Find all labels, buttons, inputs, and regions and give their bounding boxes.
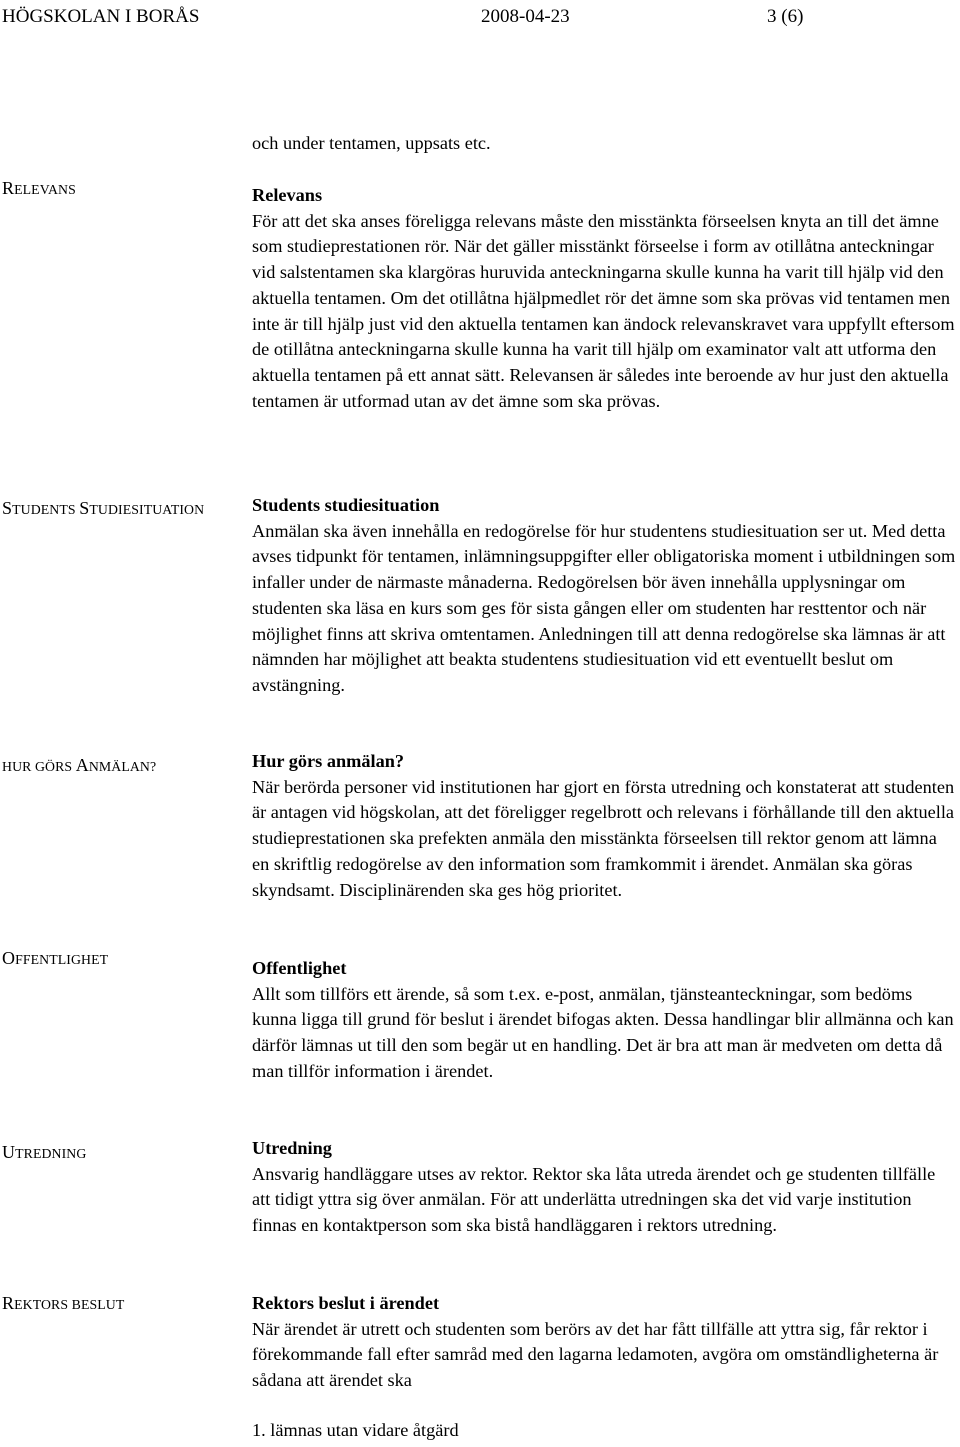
- margin-label-relevans: RELEVANS: [2, 178, 76, 198]
- section-offentlighet: [252, 956, 958, 1085]
- section-relevans: [252, 183, 958, 414]
- section-utredning: [252, 1136, 958, 1239]
- section-title: Rektors beslut i ärendet: [252, 1293, 440, 1313]
- section-body: När ärendet är utrett och studenten som berörs av det har fått tillfälle att yttra sig, får rektor i förekommande fall efter samråd med den lagarna ledamoten, avgöra om omständligheterna är sådana att ärendet ska: [252, 1318, 939, 1391]
- section-hur-gors-anmalan: [252, 749, 958, 903]
- section-body: Ansvarig handläggare utses av rektor. Rektor ska låta utreda ärendet och ge studenten tillfälle att tidigt yttra sig över anmälan. För att underlätta utredningen ska det vid varje institution finnas en kontaktperson som ska bistå handläggaren i rektors utredning.: [252, 1163, 936, 1236]
- list-item: 1. lämnas utan vidare åtgärd: [252, 1420, 459, 1440]
- page-number: 3 (6): [767, 6, 804, 27]
- document-date: 2008-04-23: [481, 6, 570, 27]
- section-body: Allt som tillförs ett ärende, så som t.ex. e-post, anmälan, tjänsteanteckningar, som bedöms kunna ligga till grund för beslut i ärendet bifogas akten. Dessa handlingar blir allmänna och kan därför lämnas ut till den som begär ut en handling. Det är bra att man är medveten om detta då man tillför information i ärendet.: [252, 983, 954, 1081]
- intro-line: och under tentamen, uppsats etc.: [252, 133, 491, 153]
- section-body: När berörda personer vid institutionen har gjort en första utredning och konstaterat att studenten är antagen vid högskolan, att det föreligger regelbrott och relevans i förhållande till den aktuella studieprestationen ska prefekten anmäla den misstänkta förseelsen till rektor genom att lämna en skriftlig redogörelse av den information som framkommit i ärendet. Anmälan ska göras skyndsamt. Disciplinärenden ska ges hög prioritet.: [252, 776, 955, 900]
- section-title: Relevans: [252, 185, 323, 205]
- section-title: Utredning: [252, 1138, 332, 1158]
- section-body: Anmälan ska även innehålla en redogörelse för hur studentens studiesituation ser ut. Med detta avses tidpunkt för tentamen, inlämningsuppgifter eller obligatoriska moment i utbildningen som infaller under de närmaste månaderna. Redogörelsen bör även innehålla upplysningar om studenten ska läsa en kurs som ges för sista gången eller om studenten har resttentor och när möjlighet finns att skriva omtentamen. Anledningen till att denna redogörelse ska lämnas är att nämnden har möjlighet att beakta studentens studiesituation vid ett eventuellt beslut om avstängning.: [252, 520, 956, 695]
- page-header: [2, 6, 942, 30]
- section-students-studiesituation: [252, 493, 958, 699]
- section-rektors-beslut: [252, 1291, 958, 1394]
- margin-label-utredning: UTREDNING: [2, 1142, 87, 1162]
- institution-name: HÖGSKOLAN I BORÅS: [2, 6, 200, 27]
- section-title: Offentlighet: [252, 958, 347, 978]
- section-body: För att det ska anses föreligga relevans måste den misstänkta förseelsen knyta an till det ämne som studieprestationen rör. När det gäller misstänkt förseelse i form av otillåtna anteckningar vid salstentamen ska klargöras huruvida anteckningarna skulle kunna ha varit till hjälp vid den aktuella tentamen. Om det otillåtna hjälpmedlet rör det ämne som ska prövas vid tentamen men inte är till hjälp just vid den aktuella tentamen kan ändock relevanskravet vara uppfyllt eftersom de otillåtna anteckningarna skulle kunna ha varit till hjälp om examinator valt att utforma den aktuella tentamen på ett annat sätt. Relevansen är således inte beroende av hur just den aktuella tentamen är utformad utan av det ämne som ska prövas.: [252, 210, 955, 411]
- margin-label-offentlighet: OFFENTLIGHET: [2, 948, 109, 968]
- margin-label-rektors-beslut: REKTORS BESLUT: [2, 1293, 125, 1313]
- margin-label-students-studiesituation: STUDENTS STUDIESITUATION: [2, 498, 205, 518]
- section-title: Students studiesituation: [252, 495, 440, 515]
- margin-label-hur-gors-anmalan: HUR GÖRS ANMÄLAN?: [2, 755, 157, 775]
- section-title: Hur görs anmälan?: [252, 751, 405, 771]
